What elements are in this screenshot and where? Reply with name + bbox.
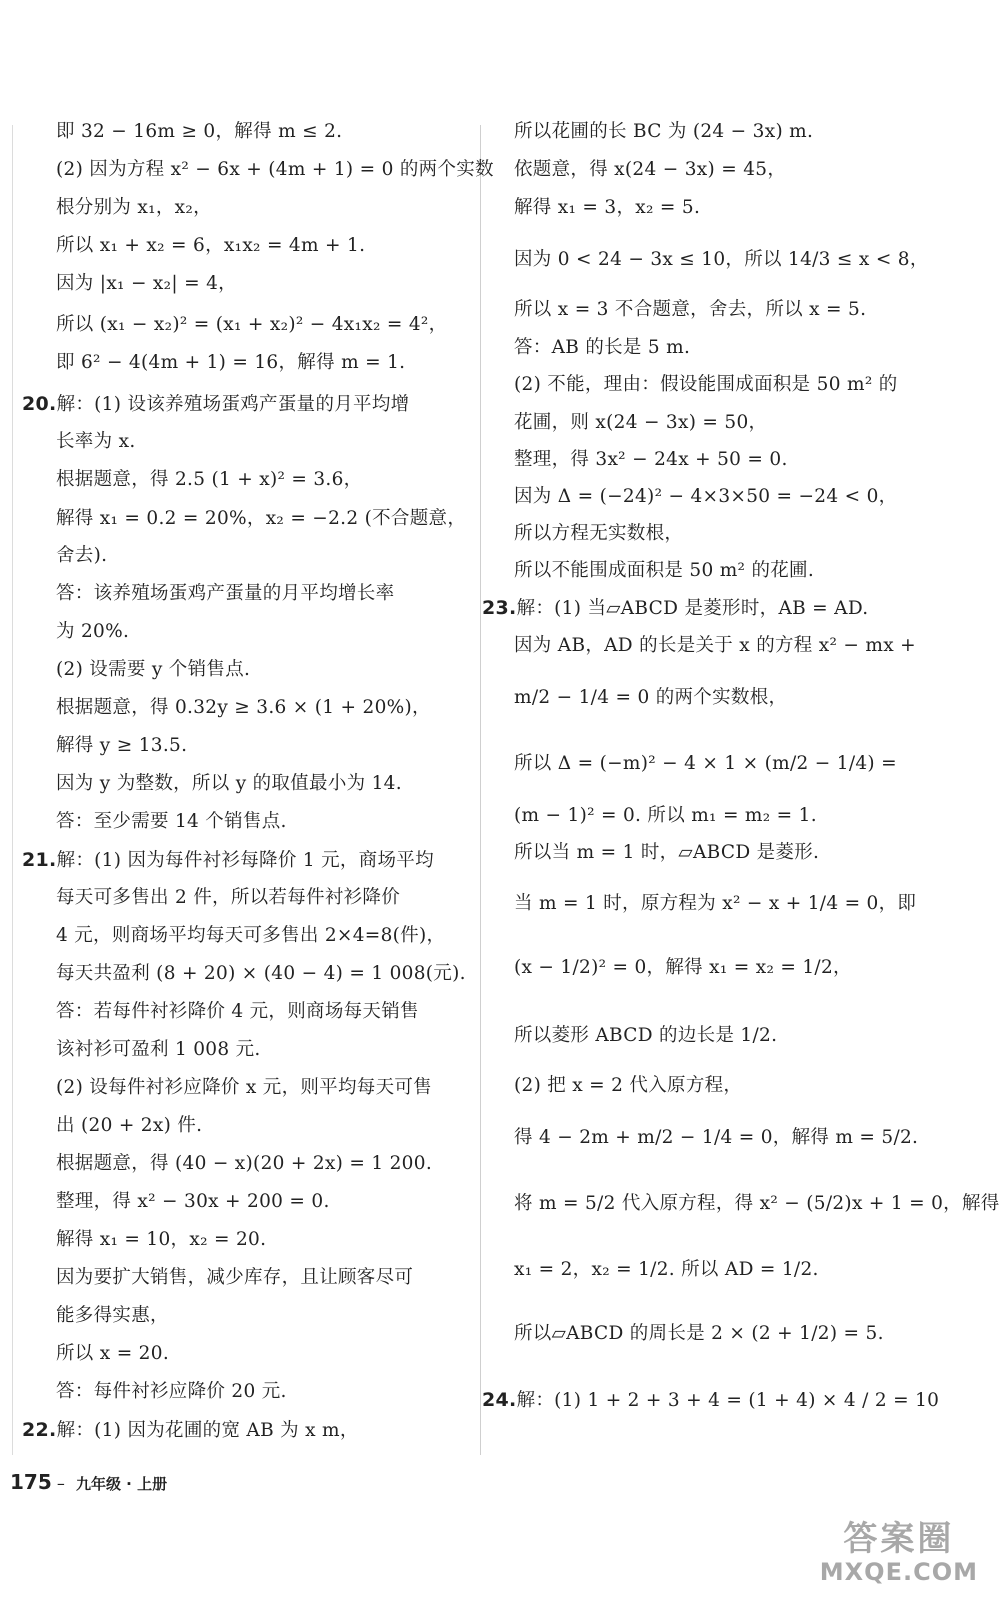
text-line: 所以菱形 ABCD 的边长是 1/2. <box>514 1025 778 1046</box>
text-line: 长率为 x. <box>56 431 136 452</box>
text-line: 整理，得 x² − 30x + 200 = 0. <box>56 1191 330 1212</box>
text-line: 所以 x = 3 不合题意，舍去，所以 x = 5. <box>514 299 867 320</box>
text-line: (x − 1/2)² = 0，解得 x₁ = x₂ = 1/2， <box>514 957 852 978</box>
text-line: 根据题意，得 2.5 (1 + x)² = 3.6， <box>56 469 363 490</box>
text-line: 答：AB 的长是 5 m. <box>514 337 691 358</box>
watermark-logo <box>820 1520 978 1586</box>
column-divider <box>480 125 481 1455</box>
watermark-brand: 答案圈 <box>843 1519 955 1559</box>
text-line: 根据题意，得 0.32y ≥ 3.6 × (1 + 20%)， <box>56 697 431 718</box>
question-21: 21.解：(1) 因为每件衬衫每降价 1 元，商场平均 <box>22 849 434 871</box>
text-line: 当 m = 1 时，原方程为 x² − x + 1/4 = 0，即 <box>514 893 917 914</box>
text-line: 答：该养殖场蛋鸡产蛋量的月平均增长率 <box>56 583 395 604</box>
question-number: 23. <box>482 597 517 619</box>
text-line: 答：每件衬衫应降价 20 元. <box>56 1381 287 1402</box>
text-line: 所以▱ABCD 的周长是 2 × (2 + 1/2) = 5. <box>514 1323 884 1344</box>
text-line: 得 4 − 2m + m/2 − 1/4 = 0，解得 m = 5/2. <box>514 1127 919 1148</box>
text-line: 解得 x₁ = 0.2 = 20%，x₂ = −2.2 (不合题意， <box>56 508 467 529</box>
question-23: 23.解：(1) 当▱ABCD 是菱形时，AB = AD. <box>482 597 869 619</box>
question-24: 24.解：(1) 1 + 2 + 3 + 4 = (1 + 4) × 4 / 2 = 10 <box>482 1389 940 1411</box>
text-line: 能多得实惠， <box>56 1305 169 1326</box>
text-line: 因为 y 为整数，所以 y 的取值最小为 14. <box>56 773 402 794</box>
text-line: 即 6² − 4(4m + 1) = 16，解得 m = 1. <box>56 352 406 373</box>
text-line: (2) 不能，理由：假设能围成面积是 50 m² 的 <box>514 374 898 395</box>
text-line: x₁ = 2，x₂ = 1/2. 所以 AD = 1/2. <box>514 1259 819 1280</box>
grade-label: 九年级 · 上册 <box>75 1475 168 1493</box>
text-line: 根分别为 x₁，x₂， <box>56 197 212 218</box>
text-line: (2) 设需要 y 个销售点. <box>56 659 251 680</box>
text-line: 解得 x₁ = 3，x₂ = 5. <box>514 197 701 218</box>
text-line: 整理，得 3x² − 24x + 50 = 0. <box>514 449 788 470</box>
text-line: 所以 x = 20. <box>56 1343 169 1364</box>
question-number: 20. <box>22 393 57 415</box>
text-line: 所以 x₁ + x₂ = 6，x₁x₂ = 4m + 1. <box>56 235 366 256</box>
question-20: 20.解：(1) 设该养殖场蛋鸡产蛋量的月平均增 <box>22 393 410 415</box>
text-line: 出 (20 + 2x) 件. <box>56 1115 203 1136</box>
text-line: 将 m = 5/2 代入原方程，得 x² − (5/2)x + 1 = 0，解得 <box>514 1193 1000 1214</box>
text-line: 解得 y ≥ 13.5. <box>56 735 188 756</box>
question-22: 22.解：(1) 因为花圃的宽 AB 为 x m， <box>22 1419 359 1441</box>
text-line: 4 元，则商场平均每天可多售出 2×4=8(件)， <box>56 925 446 946</box>
text-line: 花圃，则 x(24 − 3x) = 50， <box>514 412 768 433</box>
text-line: (2) 因为方程 x² − 6x + (4m + 1) = 0 的两个实数 <box>56 159 494 180</box>
text-line: 因为 AB，AD 的长是关于 x 的方程 x² − mx + <box>514 635 916 656</box>
text-line: 因为要扩大销售，减少库存，且让顾客尽可 <box>56 1267 414 1288</box>
text-line: 解得 x₁ = 10，x₂ = 20. <box>56 1229 267 1250</box>
text-line: (2) 把 x = 2 代入原方程， <box>514 1075 743 1096</box>
left-margin-line <box>12 125 13 1455</box>
text-line: 因为 |x₁ − x₂| = 4， <box>56 273 237 294</box>
text-line: 因为 Δ = (−24)² − 4×3×50 = −24 < 0， <box>514 486 898 507</box>
text-line: 因为 0 < 24 − 3x ≤ 10，所以 14/3 ≤ x < 8， <box>514 249 929 270</box>
question-number: 24. <box>482 1389 517 1411</box>
text-line: 所以 (x₁ − x₂)² = (x₁ + x₂)² − 4x₁x₂ = 4²， <box>56 314 448 335</box>
text-line: 答：至少需要 14 个销售点. <box>56 811 287 832</box>
text-line: 根据题意，得 (40 − x)(20 + 2x) = 1 200. <box>56 1153 432 1174</box>
text-line: 所以不能围成面积是 50 m² 的花圃. <box>514 560 815 581</box>
text-line: (2) 设每件衬衫应降价 x 元，则平均每天可售 <box>56 1077 432 1098</box>
text-line: 所以花圃的长 BC 为 (24 − 3x) m. <box>514 121 814 142</box>
text-line: m/2 − 1/4 = 0 的两个实数根， <box>514 687 788 708</box>
page-footer <box>10 1470 167 1494</box>
text-line: 即 32 − 16m ≥ 0，解得 m ≤ 2. <box>56 121 343 142</box>
footer-dash: – <box>56 1474 65 1493</box>
watermark-domain: MXQE.COM <box>819 1558 978 1586</box>
text-line: 每天共盈利 (8 + 20) × (40 − 4) = 1 008(元). <box>56 963 466 984</box>
page-number: 175 <box>10 1470 52 1494</box>
text-line: 所以 Δ = (−m)² − 4 × 1 × (m/2 − 1/4) = <box>514 753 897 774</box>
text-line: 为 20%. <box>56 621 130 642</box>
text-line: 所以方程无实数根， <box>514 523 684 544</box>
text-line: 每天可多售出 2 件，所以若每件衬衫降价 <box>56 887 401 908</box>
text-line: (m − 1)² = 0. 所以 m₁ = m₂ = 1. <box>514 805 817 826</box>
text-line: 该衬衫可盈利 1 008 元. <box>56 1039 261 1060</box>
question-number: 21. <box>22 849 57 871</box>
question-number: 22. <box>22 1419 57 1441</box>
text-line: 依题意，得 x(24 − 3x) = 45， <box>514 159 787 180</box>
text-line: 答：若每件衬衫降价 4 元，则商场每天销售 <box>56 1001 419 1022</box>
text-line: 舍去). <box>56 545 108 566</box>
text-line: 所以当 m = 1 时，▱ABCD 是菱形. <box>514 842 820 863</box>
